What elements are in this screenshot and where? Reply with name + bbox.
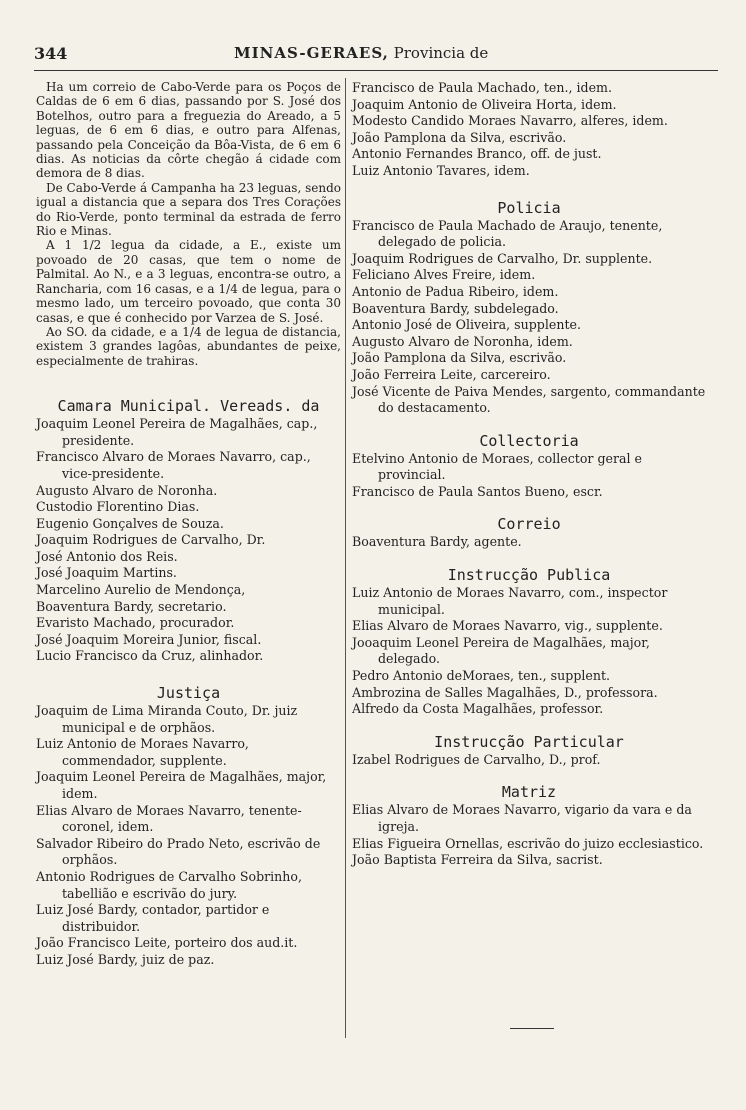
list-item: Joaquim Leonel Pereira de Magalhães, cap., presidente. — [36, 416, 318, 448]
list-item: Elias Alvaro de Moraes Navarro, vigario da vara e da igreja. — [352, 802, 692, 834]
page-header — [34, 44, 716, 66]
list-item: João Pamplona da Silva, escrivão. — [352, 350, 567, 366]
list-item: Antonio de Padua Ribeiro, idem. — [352, 283, 559, 299]
list-item: Evaristo Machado, procurador. — [36, 615, 235, 631]
list-item: Francisco de Paula Santos Bueno, escr. — [352, 483, 603, 499]
list-item: Antonio Fernandes Branco, off. de just. — [352, 146, 602, 162]
list-item: Elias Figueira Ornellas, escrivão do juizo ecclesiastico. — [352, 835, 704, 851]
end-rule — [510, 1028, 554, 1029]
running-head — [234, 44, 488, 62]
left-column — [36, 80, 341, 969]
list-item: José Antonio dos Reis. — [36, 548, 178, 564]
list-item: Luiz José Bardy, juiz de paz. — [36, 951, 215, 967]
list-item: Joaquim Rodrigues de Carvalho, Dr. — [36, 532, 266, 548]
column-divider — [345, 78, 346, 1038]
list-item: Izabel Rodrigues de Carvalho, D., prof. — [352, 751, 601, 767]
header-rule — [34, 70, 718, 71]
right-column — [352, 80, 706, 869]
list-item: Elias Alvaro de Moraes Navarro, tenente-coronel, idem. — [36, 802, 302, 835]
correio-heading: Correio — [497, 515, 561, 534]
list-item: Elias Alvaro de Moraes Navarro, vig., supplente. — [352, 618, 663, 634]
list-item: Jooaquim Leonel Pereira de Magalhães, major, delegado. — [352, 634, 650, 667]
list-item: Alfredo da Costa Magalhães, professor. — [352, 701, 604, 717]
matriz-heading: Matriz — [501, 783, 557, 802]
page-number: 344 — [34, 44, 68, 63]
paragraph: A 1 1/2 legua da cidade, a E., existe um povoado de 20 casas, que tem o nome de Palmital. Ao N., e a 3 leguas, encontra-se outro, a Rancharia, com 16 casas, e a 1/4 de legua, para o mesmo lado, um terceiro povoado, que conta 30 casas, e que é conhecido por Varzea de S. José. — [36, 238, 341, 325]
list-item: Joaquim Antonio de Oliveira Horta, idem. — [352, 96, 617, 112]
paragraph: De Cabo-Verde á Campanha ha 23 leguas, sendo igual a distancia que a separa dos Tres Corações do Rio-Verde, ponto terminal da estrada de ferro Rio e Minas. — [36, 180, 341, 239]
list-item: Boaventura Bardy, subdelegado. — [352, 300, 559, 316]
list-item: João Ferreira Leite, carcereiro. — [352, 366, 551, 382]
instrucao-particular-heading: Instrucção Particular — [434, 732, 624, 751]
list-item: José Joaquim Moreira Junior, fiscal. — [36, 631, 262, 647]
list-item: Joaquim Leonel Pereira de Magalhães, major, idem. — [36, 769, 327, 801]
list-item: José Joaquim Martins. — [36, 565, 177, 581]
list-item: José Vicente de Paiva Mendes, sargento, commandante do destacamento. — [352, 383, 706, 416]
list-item: Ambrozina de Salles Magalhães, D., professora. — [352, 684, 658, 700]
list-item: Francisco de Paula Machado de Araujo, tenente, delegado de policia. — [352, 217, 663, 250]
list-item: Eugenio Gonçalves de Souza. — [36, 515, 224, 531]
list-item: Modesto Candido Moraes Navarro, alferes, idem. — [352, 113, 668, 129]
collectoria-heading: Collectoria — [479, 431, 579, 450]
list-item: Luiz Antonio de Moraes Navarro, commendador, supplente. — [36, 736, 249, 768]
list-item: Francisco de Paula Machado, ten., idem. — [352, 80, 612, 95]
running-head-subtitle: Provincia de — [393, 44, 489, 62]
list-item: Luiz Antonio de Moraes Navarro, com., inspector municipal. — [352, 585, 668, 617]
list-item: Etelvino Antonio de Moraes, collector geral e provincial. — [352, 450, 642, 483]
list-item: Salvador Ribeiro do Prado Neto, escrivão de orphãos. — [36, 835, 321, 868]
list-item: Augusto Alvaro de Noronha, idem. — [352, 333, 573, 349]
list-item: Antonio José de Oliveira, supplente. — [352, 317, 581, 333]
camara-heading: Camara Municipal. Vereads. da — [57, 397, 320, 416]
paragraph: Ha um correio de Cabo-Verde para os Poços de Caldas de 6 em 6 dias, passando por S. José dos Botelhos, outro para a freguezia do Areado, a 5 leguas, de 6 em 6 dias, e outro para Alfenas, passando pela Conceição da Bôa-Vista, de 6 em 6 dias. As noticias da côrte chegão á cidade com demora de 8 dias. — [36, 80, 341, 181]
list-item: Boaventura Bardy, agente. — [352, 534, 522, 550]
list-item: João Francisco Leite, porteiro dos aud.it. — [36, 935, 298, 951]
justica-heading: Justiça — [156, 684, 221, 703]
list-item: Augusto Alvaro de Noronha. — [36, 482, 218, 498]
list-item: Francisco Alvaro de Moraes Navarro, cap., vice-presidente. — [36, 449, 311, 481]
list-item: João Pamplona da Silva, escrivão. — [352, 129, 567, 145]
list-item: Boaventura Bardy, secretario. — [36, 598, 227, 614]
list-item: Feliciano Alves Freire, idem. — [352, 267, 536, 283]
policia-heading: Policia — [497, 198, 561, 217]
list-item: Joaquim Rodrigues de Carvalho, Dr. supplente. — [352, 250, 653, 266]
list-item: Marcelino Aurelio de Mendonça, — [36, 582, 246, 598]
running-head-title: MINAS-GERAES, — [234, 44, 389, 62]
list-item: Custodio Florentino Dias. — [36, 499, 200, 515]
list-item: Pedro Antonio deMoraes, ten., supplent. — [352, 668, 611, 684]
list-item: João Baptista Ferreira da Silva, sacrist. — [352, 852, 603, 868]
list-item: Luiz Antonio Tavares, idem. — [352, 162, 530, 178]
list-item: Lucio Francisco da Cruz, alinhador. — [36, 648, 264, 664]
list-item: Luiz José Bardy, contador, partidor e distribuidor. — [36, 902, 270, 934]
instrucao-publica-heading: Instrucção Publica — [447, 566, 611, 585]
list-item: Joaquim de Lima Miranda Couto, Dr. juiz municipal e de orphãos. — [36, 703, 298, 735]
list-item: Antonio Rodrigues de Carvalho Sobrinho, tabellião e escrivão do jury. — [36, 868, 302, 901]
paragraph: Ao SO. da cidade, e a 1/4 de legua de distancia, existem 3 grandes lagôas, abundantes de peixe, especialmente de trahiras. — [36, 324, 341, 368]
